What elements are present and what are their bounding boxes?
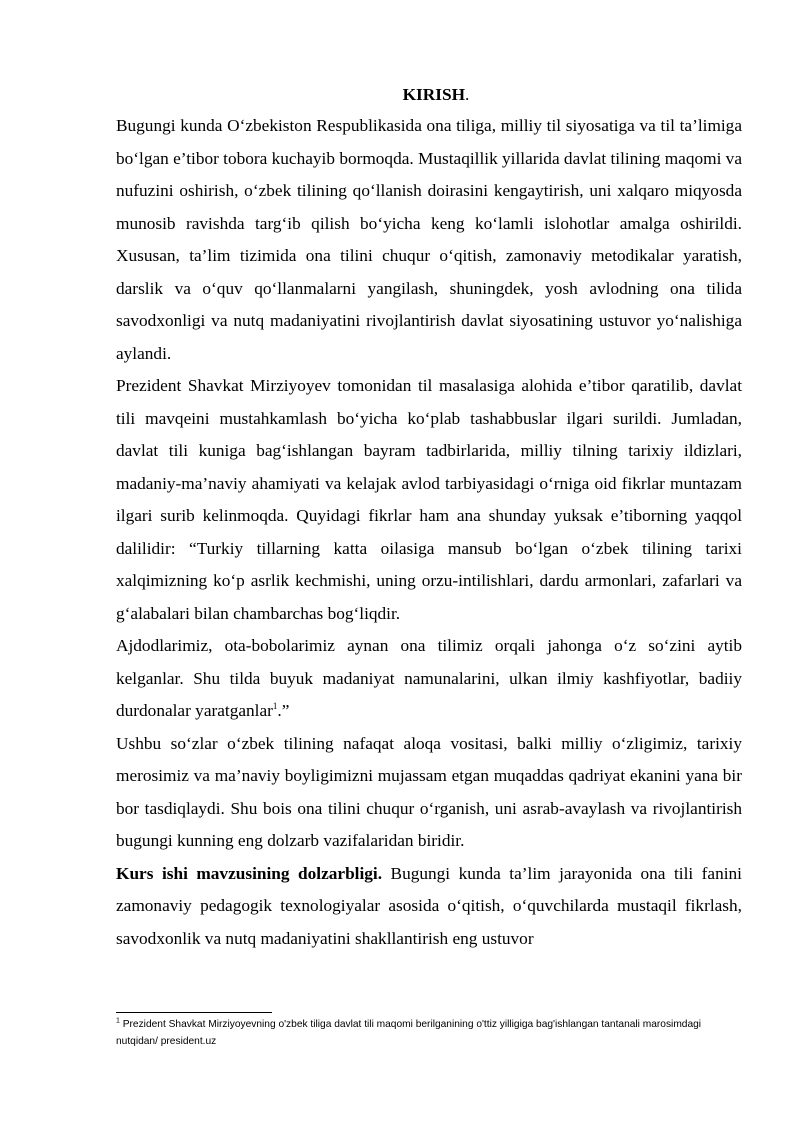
paragraph-ancestors <box>116 630 742 728</box>
paragraph-ancestors-text: Ajdodlarimiz, ota-bobolarimiz aynan ona tilimiz orqali jahonga o‘z so‘zini aytib kelganlar. Shu tilda buyuk madaniyat namunalarini, ulkan ilmiy kashfiyotlar, badiiy durdonalar yaratganlar <box>116 636 742 720</box>
paragraph-relevance-text: Bugungi kunda ta’lim jarayonida ona tili fanini zamonaviy pedagogik texnologiyalar asosida o‘qitish, o‘quvchilarda mustaqil fikrlash, savodxonlik va nutq madaniyatini shakllantirish eng ustuvor <box>116 863 742 948</box>
paragraph-president: Prezident Shavkat Mirziyoyev tomonidan til masalasiga alohida e’tibor qaratilib, davlat tili mavqeini mustahkamlash bo‘yicha ko‘plab tashabbuslar ilgari surildi. Jumladan, davlat tili kuniga bag‘ishlangan bayram tadbirlarida, milliy tilning tarixiy ildizlari, madaniy-ma’naviy ahamiyati va kelajak avlod tarbiyasidagi o‘rniga oid fikrlar muntazam ilgari surib kelinmoqda. Quyidagi fikrlar ham ana shunday yuksak e’tiborning yaqqol dalilidir: “Turkiy tillarning katta oilasiga mansub bo‘lgan o‘zbek tilining tarixi xalqimizning ko‘p asrlik kechmishi, uning orzu-intilishlari, dardu armonlari, zafarlari va g‘alabalari bilan chambarchas bog‘liqdir. <box>116 376 742 623</box>
footnote-reference[interactable]: 1 <box>272 701 278 712</box>
footnote-divider <box>116 1012 272 1013</box>
document-body <box>116 80 742 955</box>
quote-closing: .” <box>277 701 290 720</box>
relevance-heading: Kurs ishi mavzusining dolzarbligi. <box>116 863 383 883</box>
title-text: KIRISH <box>402 85 466 104</box>
footnote-number: 1 <box>116 1017 120 1025</box>
title-dot: . <box>465 85 470 104</box>
paragraph-intro: Bugungi kunda O‘zbekiston Respublikasida ona tiliga, milliy til siyosatiga va til ta’limiga bo‘lgan e’tibor tobora kuchayib bormoqda. Mustaqillik yillarida davlat tilining maqomi va nufuzini oshirish, o‘zbek tilining qo‘llanish doirasini kengaytirish, uni xalqaro miqyosda munosib ravishda targ‘ib qilish bo‘yicha keng ko‘lamli islohotlar amalga oshirildi. Xususan, ta’lim tizimida ona tilini chuqur o‘qitish, zamonaviy metodikalar yaratish, darslik va o‘quv qo‘llanmalarni yangilash, shuningdek, yosh avlodning ona tilida savodxonligi va nutq madaniyatini rivojlantirish davlat siyosatining ustuvor yo‘nalishiga aylandi. <box>116 116 742 363</box>
paragraph-conclusion: Ushbu so‘zlar o‘zbek tilining nafaqat aloqa vositasi, balki milliy o‘zligimiz, tarixiy merosimiz va ma’naviy boyligimizni mujassam etgan muqaddas qadriyat ekanini yana bir bor tasdiqlaydi. Shu bois ona tilini chuqur o‘rganish, uni asrab-avaylash va rivojlantirish bugungi kunning eng dolzarb vazifalaridan biridir. <box>116 733 742 850</box>
footnote-text: Prezident Shavkat Mirziyoyevning o'zbek tiliga davlat tili maqomi berilganining o'ttiz yilligiga bag'ishlangan tantanali marosimdagi nutqidan/ president.uz <box>116 1019 702 1047</box>
paragraph-relevance <box>116 858 742 956</box>
page-title <box>116 80 742 110</box>
footnote <box>116 1016 742 1050</box>
